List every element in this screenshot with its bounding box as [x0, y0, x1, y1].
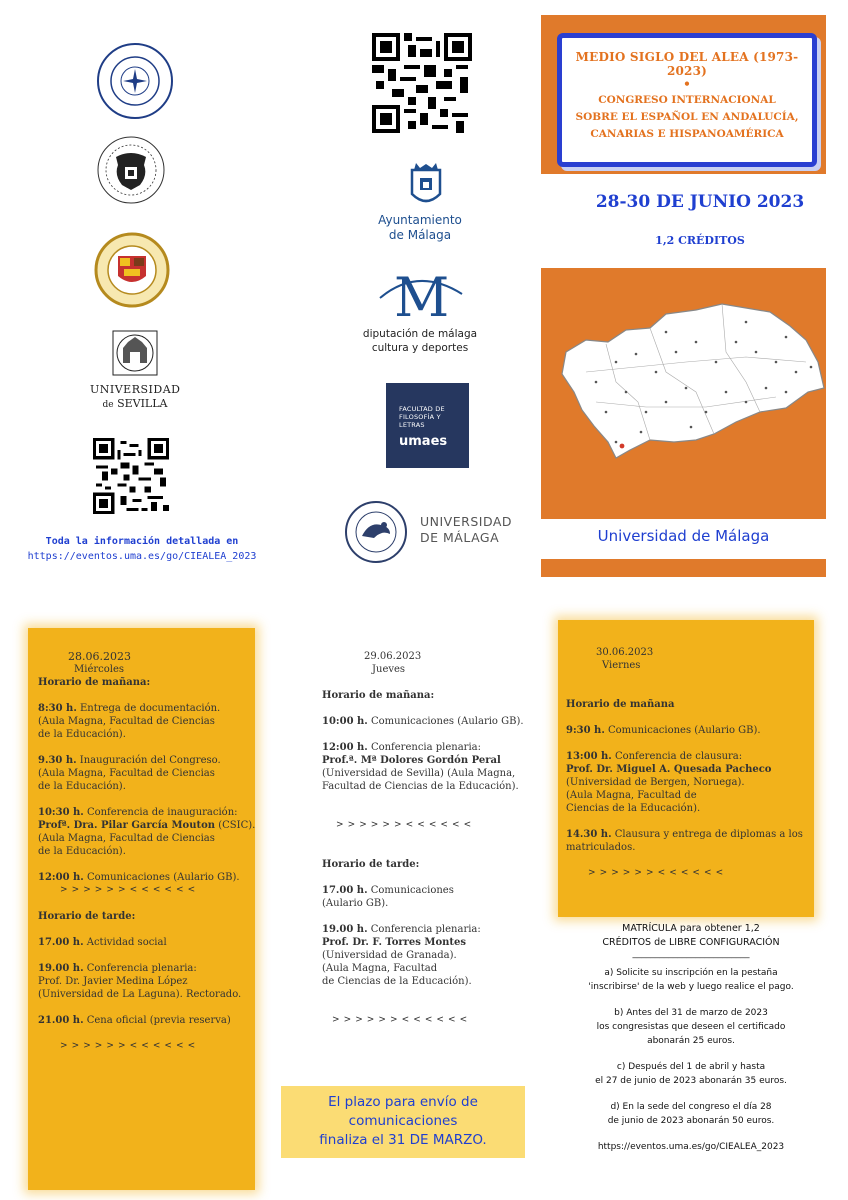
day2-afternoon-heading: Horario de tarde:: [322, 859, 420, 870]
day2-morning-heading: Horario de mañana:: [322, 690, 435, 701]
day1-afternoon-heading: Horario de tarde:: [38, 911, 136, 922]
uma-text: [420, 514, 512, 546]
day3-item2: [566, 750, 816, 763]
day3-item2-line3: (Universidad de Bergen, Noruega).: [566, 777, 745, 788]
deadline-line1: El plazo para envío de: [328, 1094, 478, 1110]
day1-item3: [38, 806, 260, 819]
title-box: [557, 33, 817, 167]
title-line2: CONGRESO INTERNACIONAL: [598, 94, 776, 106]
day2-item4-line4: (Aula Magna, Facultad: [322, 963, 438, 974]
day1-item3-time: 10:30 h.: [38, 807, 84, 818]
day3-program: [566, 646, 816, 880]
day2-item3-line2: (Aulario GB).: [322, 898, 389, 909]
almeria-university-seal: [96, 42, 174, 120]
matricula-c2: el 27 de junio de 2023 abonarán 35 euros.: [595, 1076, 787, 1086]
day3-item2-line4: (Aula Magna, Facultad de: [566, 790, 697, 801]
day1-separator2: > > > > > > < < < < < <: [60, 1041, 196, 1051]
matricula-info: [556, 922, 826, 1154]
matricula-d1: d) En la sede del congreso el día 28: [610, 1102, 772, 1112]
day3-item3-text: Clausura y entrega de diplomas a los: [611, 829, 803, 840]
day1-item1-line2: (Aula Magna, Facultad de Ciencias: [38, 716, 215, 727]
sevilla-university-logo: [90, 328, 180, 418]
day1-item2-text: Inauguración del Congreso.: [76, 755, 221, 766]
granada-university-seal: [96, 135, 166, 205]
sevilla-city: SEVILLA: [117, 397, 168, 410]
day2-item1: [322, 715, 537, 728]
matricula-a2: 'inscribirse' de la web y luego realice el pago.: [588, 982, 794, 992]
day2-item2-time: 12:00 h.: [322, 742, 368, 753]
matricula-b2: los congresistas que deseen el certificado: [596, 1022, 786, 1032]
day2-weekday: Jueves: [372, 664, 406, 675]
day2-date: 29.06.2023: [364, 651, 422, 662]
day3-separator: > > > > > > < < < < < <: [588, 868, 724, 878]
day1-item3-speaker: Profª. Dra. Pilar García Mouton: [38, 820, 216, 831]
day2-separator1: > > > > > > < < < < < <: [336, 820, 472, 830]
day1-item2: [38, 754, 260, 767]
day2-item2-line3: (Universidad de Sevilla) (Aula Magna,: [322, 768, 516, 779]
day2-item4-time: 19.00 h.: [322, 924, 368, 935]
day3-item1: [566, 724, 816, 737]
matricula-a1: a) Solicite su inscripción en la pestaña: [604, 968, 778, 978]
university-name: Universidad de Málaga: [541, 519, 826, 559]
ayuntamiento-text: [360, 213, 480, 243]
matricula-b1: b) Antes del 31 de marzo de 2023: [614, 1008, 768, 1018]
info-url[interactable]: https://eventos.uma.es/go/CIEALEA_2023: [27, 551, 257, 562]
day1-item3-text: Conferencia de inauguración:: [83, 807, 238, 818]
deadline-notice: [281, 1086, 525, 1158]
day3-item1-text: Comunicaciones (Aulario GB).: [604, 725, 761, 736]
day3-item3-line2: matriculados.: [566, 842, 636, 853]
day1-item4-time: 12:00 h.: [38, 872, 84, 883]
day1-item7: [38, 1014, 260, 1027]
credits: 1,2 CRÉDITOS: [655, 234, 745, 247]
day2-item4: [322, 923, 537, 936]
day1-item6-text: Conferencia plenaria:: [83, 963, 197, 974]
matricula-heading2: CRÉDITOS de LIBRE CONFIGURACIÓN: [602, 937, 780, 948]
day1-item5: [38, 936, 260, 949]
day1-date: 28.06.2023: [68, 650, 131, 663]
deadline-line3: finaliza el 31 DE MARZO.: [319, 1132, 487, 1148]
day2-item1-text: Comunicaciones (Aulario GB).: [367, 716, 524, 727]
day1-item3-line4: de la Educación).: [38, 846, 126, 857]
day2-item4-line5: de Ciencias de la Educación).: [322, 976, 472, 987]
day1-item6-time: 19.00 h.: [38, 963, 84, 974]
congress-dates: 28-30 DE JUNIO 2023: [595, 192, 805, 212]
day3-item2-text: Conferencia de clausura:: [611, 751, 743, 762]
day2-item2-line4: Facultad de Ciencias de la Educación).: [322, 781, 519, 792]
day2-item3-time: 17.00 h.: [322, 885, 368, 896]
diputacion-line1: diputación de málaga: [362, 328, 478, 340]
day1-item3-line3: (Aula Magna, Facultad de Ciencias: [38, 833, 215, 844]
day2-item4-speaker: Prof. Dr. F. Torres Montes: [322, 937, 467, 948]
day2-item4-text: Conferencia plenaria:: [367, 924, 481, 935]
ayuntamiento-line1: Ayuntamiento: [378, 213, 462, 227]
info-line1: Toda la información detallada en: [45, 536, 239, 547]
day1-item6: [38, 962, 260, 975]
day2-item4-line3: (Universidad de Granada).: [322, 950, 457, 961]
day1-item2-line2: (Aula Magna, Facultad de Ciencias: [38, 768, 215, 779]
day1-item1-line3: de la Educación).: [38, 729, 126, 740]
title-line4: CANARIAS E HISPANOAMÉRICA: [590, 128, 784, 140]
day1-separator1: > > > > > > < < < < < <: [60, 885, 196, 895]
matricula-heading1: MATRÍCULA para obtener 1,2: [622, 923, 760, 934]
day1-item7-time: 21.00 h.: [38, 1015, 84, 1026]
deadline-line2: comunicaciones: [348, 1113, 458, 1129]
andalucia-map: [546, 292, 828, 462]
ayuntamiento-shield: [408, 162, 444, 210]
qr-code-middle[interactable]: [372, 33, 472, 133]
day1-item1-time: 8:30 h.: [38, 703, 77, 714]
uma-line1: UNIVERSIDAD: [420, 514, 513, 529]
fyl-uma: umaes: [399, 434, 448, 449]
day2-item1-time: 10:00 h.: [322, 716, 368, 727]
filosofia-letras-logo: [386, 383, 469, 468]
day3-item3-time: 14.30 h.: [566, 829, 612, 840]
day1-item5-time: 17.00 h.: [38, 937, 84, 948]
day2-item3: [322, 884, 537, 897]
day3-item3: [566, 828, 816, 841]
matricula-rule: __________________________: [632, 949, 750, 959]
day2-item2-text: Conferencia plenaria:: [367, 742, 481, 753]
day3-item2-time: 13:00 h.: [566, 751, 612, 762]
day3-item1-time: 9:30 h.: [566, 725, 605, 736]
day1-weekday: Miércoles: [74, 664, 125, 675]
day3-morning-heading: Horario de mañana: [566, 699, 675, 710]
day3-item2-speaker: Prof. Dr. Miguel A. Quesada Pacheco: [566, 764, 772, 775]
title-line1: MEDIO SIGLO DEL ALEA (1973-2023): [575, 50, 799, 78]
diputacion-line2: cultura y deportes: [371, 342, 469, 354]
qr-code-left[interactable]: [93, 438, 169, 514]
day3-weekday: Viernes: [602, 660, 641, 671]
day2-item3-text: Comunicaciones: [367, 885, 454, 896]
day3-item2-line5: Ciencias de la Educación).: [566, 803, 701, 814]
day1-item6-line3: (Universidad de La Laguna). Rectorado.: [38, 989, 242, 1000]
day1-morning-heading: Horario de mañana:: [38, 677, 151, 688]
day1-item2-time: 9.30 h.: [38, 755, 77, 766]
day1-item5-text: Actividad social: [83, 937, 167, 948]
day1-item2-line3: de la Educación).: [38, 781, 126, 792]
uma-line2: DE MÁLAGA: [420, 530, 500, 545]
matricula-d2: de junio de 2023 abonarán 50 euros.: [607, 1116, 775, 1126]
matricula-url[interactable]: https://eventos.uma.es/go/CIEALEA_2023: [597, 1142, 785, 1152]
day3-date: 30.06.2023: [596, 647, 654, 658]
day1-item6-speaker: Prof. Dr. Javier Medina López: [38, 976, 188, 987]
day2-separator2: > > > > > > < < < < < <: [332, 1015, 468, 1025]
day2-item2-speaker: Prof.ª. Mª Dolores Gordón Peral: [322, 755, 501, 766]
day1-item7-text: Cena oficial (previa reserva): [83, 1015, 231, 1026]
day2-item2: [322, 741, 537, 754]
day1-item1-text: Entrega de documentación.: [76, 703, 221, 714]
diputacion-text: [360, 327, 480, 355]
day1-item4: [38, 871, 260, 884]
sevilla-de: de: [102, 400, 114, 410]
matricula-c1: c) Después del 1 de abril y hasta: [616, 1062, 766, 1072]
title-bullet: •: [683, 77, 691, 91]
fyl-text: FACULTAD DE FILOSOFÍA Y LETRAS: [399, 405, 445, 429]
day1-item1: [38, 702, 260, 715]
ayuntamiento-line2: de Málaga: [388, 228, 452, 242]
day1-item3-org: (CSIC).: [215, 820, 256, 831]
diputacion-m-logo: M: [394, 266, 450, 329]
info-text: [22, 534, 262, 564]
uma-seal: [344, 500, 408, 564]
day1-item4-text: Comunicaciones (Aulario GB).: [83, 872, 240, 883]
sevilla-name: UNIVERSIDAD: [90, 383, 181, 396]
matricula-b3: abonarán 25 euros.: [647, 1036, 735, 1046]
jaen-university-seal: [94, 232, 170, 308]
day2-program: [322, 650, 537, 1027]
day1-program: [38, 650, 260, 1053]
title-line3: SOBRE EL ESPAÑOL EN ANDALUCÍA,: [575, 111, 799, 123]
